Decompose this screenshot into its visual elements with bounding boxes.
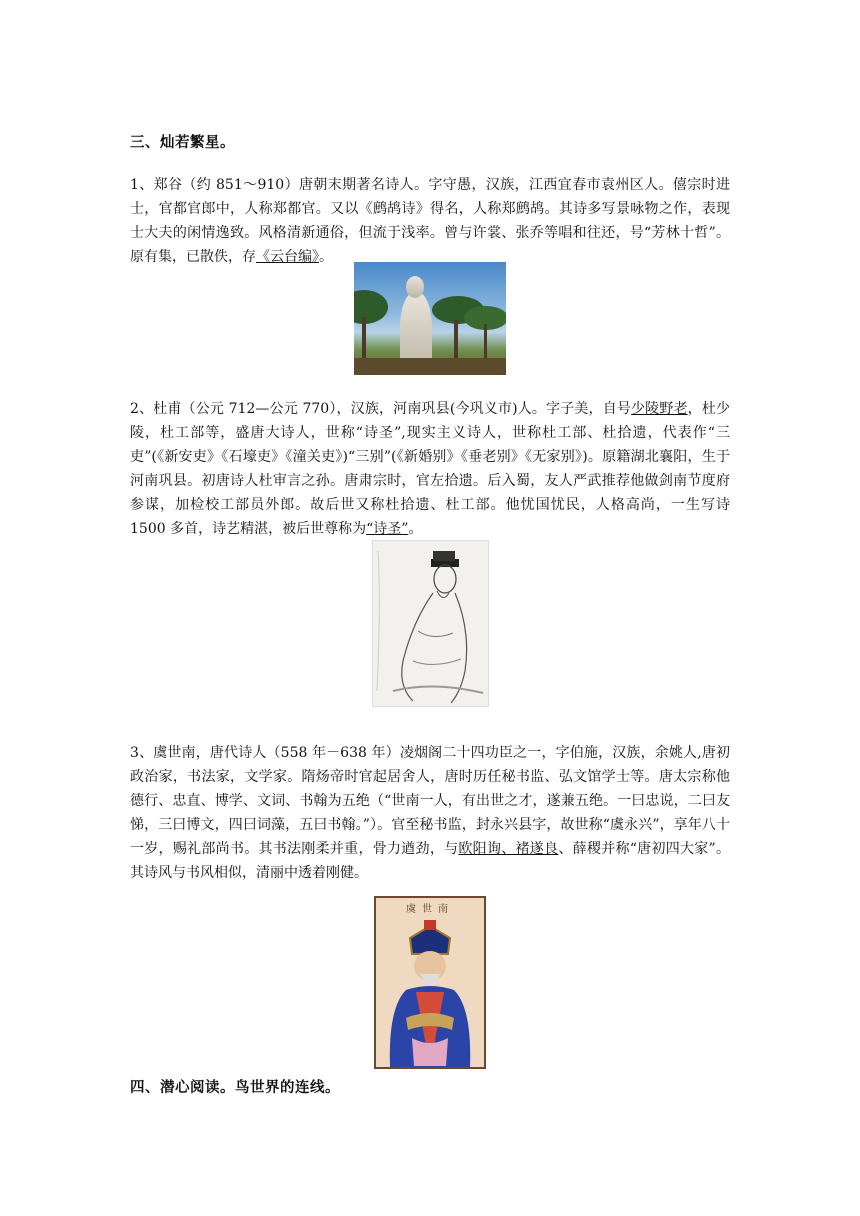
du-fu-paragraph [130,397,730,541]
zheng-gu-statue-photo [354,262,506,375]
shaoling-yelao-link[interactable]: 少陵野老 [631,401,688,417]
portrait-caption: 虞世南 [406,904,454,915]
section-4-heading: 四、潜心阅读。鸟世界的连线。 [130,1080,340,1096]
ouyang-xun-chu-suiliang-link[interactable]: 欧阳询、褚遂良 [458,841,559,857]
section-3-heading: 三、灿若繁星。 [130,135,235,151]
du-fu-sketch-portrait [372,540,489,707]
yuntaibian-link[interactable]: 《云台编》 [256,249,319,265]
shisheng-link[interactable]: “诗圣” [366,521,409,537]
yu-shinan-paragraph [130,741,730,885]
du-fu-text-end: 。 [408,521,423,537]
zheng-gu-paragraph [130,173,730,269]
yu-shinan-text: 3、虞世南，唐代诗人（558 年－638 年）凌烟阁二十四功臣之一，字伯施，汉族，余姚人,唐初政治家，书法家，文学家。隋炀帝时官起居舍人，唐时历任秘书监、弘文馆学士等。唐太宗称他德行、忠直、博学、文词、书翰为五绝（“世南一人，有出世之才，遂兼五绝。一曰忠说，二曰友悌，三曰博文，四曰词藻，五曰书翰。”）。官至秘书监，封永兴县字，故世称“虞永兴”，享年八十一岁，赐礼部尚书。其书法刚柔并重，骨力遒劲，与 [130,745,730,857]
du-fu-text-mid: ，杜少陵，杜工部等，盛唐大诗人，世称“诗圣”,现实主义诗人，世称杜工部、杜拾遗，代表作“三吏”(《新安吏》《石壕吏》《潼关吏》)“三别”(《新婚别》《垂老别》《无家别》)。原籍湖北襄阳，生于河南巩县。初唐诗人杜审言之孙。唐肃宗时，官左拾遗。后入蜀，友人严武推荐他做剑南节度府参谋，加检校工部员外郎。故后世又称杜拾遗、杜工部。他忧国忧民，人格高尚，一生写诗 1500 多首，诗艺精湛，被后世尊称为 [130,401,730,537]
zheng-gu-text-end: 。 [319,249,333,265]
yu-shinan-text-end: 、薛稷并称“唐初四大家”。其诗风与书风相似，清丽中透着刚健。 [130,841,730,881]
yu-shinan-portrait [374,896,486,1069]
du-fu-text: 2、杜甫（公元 712—公元 770），汉族，河南巩县(今巩义市)人。字子美，自号 [130,401,632,417]
zheng-gu-text: 1、郑谷（约 851～910）唐朝末期著名诗人。字守愚，汉族，江西宜春市袁州区人。僖宗时进士，官都官郎中，人称郑都官。又以《鹧鸪诗》得名，人称郑鹧鸪。其诗多写景咏物之作，表现士大夫的闲情逸致。风格清新通俗，但流于浅率。曾与许裳、张乔等唱和往还，号“芳林十哲”。原有集，已散佚，存 [130,177,730,265]
